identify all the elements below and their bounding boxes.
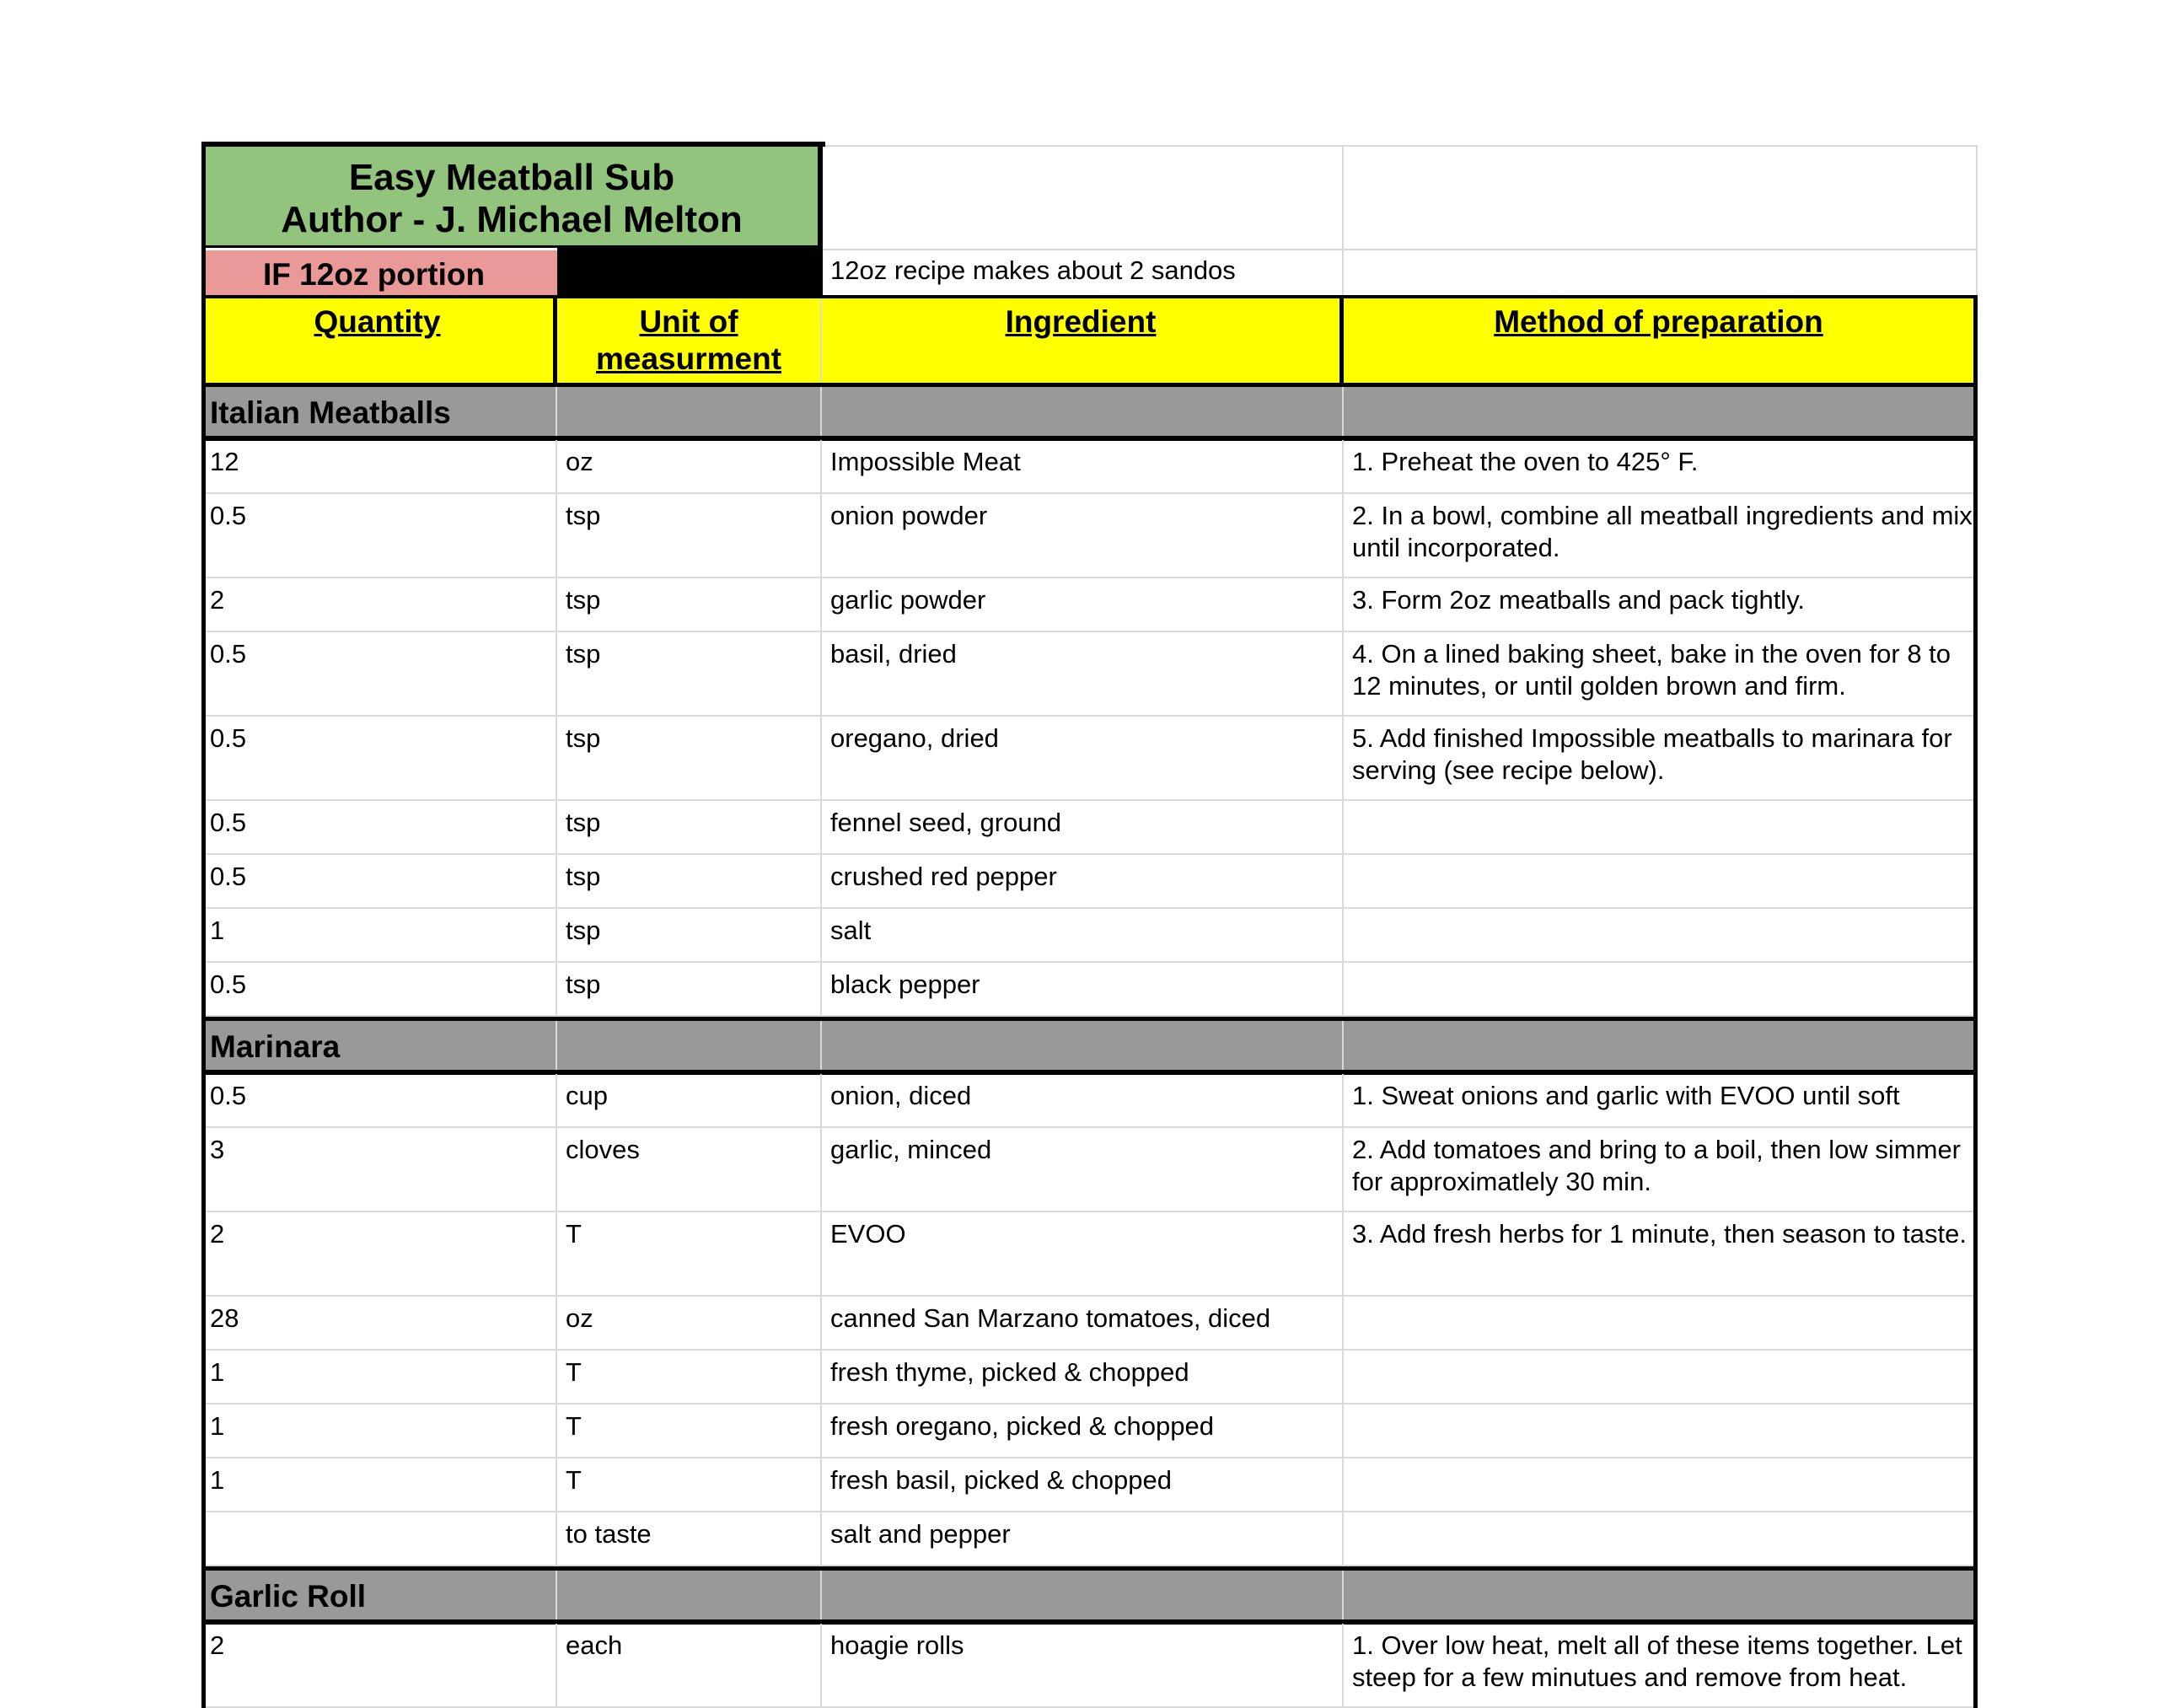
cell-unit: tsp <box>557 578 822 632</box>
cell-unit: tsp <box>557 855 822 909</box>
recipe-sheet <box>201 145 1978 1692</box>
cell-quantity: 0.5 <box>201 963 557 1017</box>
title-line-2: Author - J. Michael Melton <box>281 199 743 240</box>
cell-unit: T <box>557 1212 822 1297</box>
cell-ingredient: salt <box>822 909 1344 963</box>
cell-ingredient: salt and pepper <box>822 1512 1344 1566</box>
cell-ingredient: Impossible Meat <box>822 440 1344 494</box>
cell-method: 5. Add finished Impossible meatballs to marinara for serving (see recipe below). <box>1344 717 1978 801</box>
title-line-1: Easy Meatball Sub <box>348 157 675 198</box>
empty-cell-d1 <box>1344 145 1978 250</box>
section-heading-filler <box>822 1021 1344 1070</box>
right-border <box>1973 295 1978 1708</box>
cell-unit: tsp <box>557 717 822 801</box>
cell-unit: cup <box>557 1074 822 1128</box>
section-heading-filler <box>557 387 822 436</box>
cell-ingredient: canned San Marzano tomatoes, diced <box>822 1297 1344 1351</box>
section-heading: Garlic Roll <box>201 1571 557 1619</box>
cell-quantity: 28 <box>201 1297 557 1351</box>
cell-unit: tsp <box>557 801 822 855</box>
cell-unit: oz <box>557 1297 822 1351</box>
cell-quantity: 0.5 <box>201 632 557 717</box>
column-header-unit: Unit of measurment <box>557 298 822 383</box>
cell-unit: oz <box>557 440 822 494</box>
column-header-method: Method of preparation <box>1344 298 1978 383</box>
cell-quantity: 2 <box>201 1212 557 1297</box>
empty-cell-d2 <box>1344 250 1978 298</box>
cell-method: 1. Sweat onions and garlic with EVOO until soft <box>1344 1074 1978 1128</box>
cell-ingredient: basil, dried <box>822 632 1344 717</box>
cell-method <box>1344 1297 1978 1351</box>
column-header-quantity: Quantity <box>201 298 557 383</box>
empty-cell-c1 <box>822 145 1344 250</box>
cell-method: 2. Add tomatoes and bring to a boil, then low simmer for approximatlely 30 min. <box>1344 1128 1978 1212</box>
section-heading-filler <box>822 1571 1344 1619</box>
cell-unit: T <box>557 1458 822 1512</box>
cell-ingredient: fresh oregano, picked & chopped <box>822 1405 1344 1458</box>
section-heading-filler <box>1344 387 1978 436</box>
cell-quantity: 0.5 <box>201 1074 557 1128</box>
section-heading-filler <box>557 1571 822 1619</box>
section-heading: Marinara <box>201 1021 557 1070</box>
cell-quantity: 2 <box>201 1624 557 1708</box>
cell-method: 1. Preheat the oven to 425° F. <box>1344 440 1978 494</box>
cell-method <box>1344 1405 1978 1458</box>
cell-ingredient: black pepper <box>822 963 1344 1017</box>
section-heading-filler <box>1344 1571 1978 1619</box>
cell-unit: T <box>557 1405 822 1458</box>
cell-method <box>1344 1458 1978 1512</box>
cell-method <box>1344 801 1978 855</box>
cell-quantity: 1 <box>201 1405 557 1458</box>
section-heading-filler <box>1344 1021 1978 1070</box>
cell-ingredient: fennel seed, ground <box>822 801 1344 855</box>
cell-unit: tsp <box>557 909 822 963</box>
cell-ingredient: onion, diced <box>822 1074 1344 1128</box>
cell-ingredient: onion powder <box>822 494 1344 578</box>
cell-method <box>1344 855 1978 909</box>
cell-method: 3. Form 2oz meatballs and pack tightly. <box>1344 578 1978 632</box>
cell-ingredient: oregano, dried <box>822 717 1344 801</box>
cell-unit: cloves <box>557 1128 822 1212</box>
cell-quantity: 1 <box>201 1458 557 1512</box>
cell-method: 2. In a bowl, combine all meatball ingredients and mix until incorporated. <box>1344 494 1978 578</box>
cell-method <box>1344 1512 1978 1566</box>
section-heading-filler <box>822 387 1344 436</box>
left-border <box>201 142 206 1708</box>
cell-ingredient: garlic, minced <box>822 1128 1344 1212</box>
cell-quantity: 0.5 <box>201 855 557 909</box>
cell-quantity: 3 <box>201 1128 557 1212</box>
cell-unit: tsp <box>557 494 822 578</box>
cell-ingredient: fresh thyme, picked & chopped <box>822 1351 1344 1405</box>
recipe-title <box>201 145 822 248</box>
portion-label: IF 12oz portion <box>206 250 561 295</box>
section-heading-filler <box>557 1021 822 1070</box>
black-cell <box>557 248 822 298</box>
column-header-ingredient: Ingredient <box>822 298 1344 383</box>
cell-method: 3. Add fresh herbs for 1 minute, then season to taste. <box>1344 1212 1978 1297</box>
cell-ingredient: fresh basil, picked & chopped <box>822 1458 1344 1512</box>
yield-note: 12oz recipe makes about 2 sandos <box>822 250 1344 298</box>
title-right-border <box>818 142 823 298</box>
section-heading: Italian Meatballs <box>201 387 557 436</box>
cell-quantity: 0.5 <box>201 801 557 855</box>
cell-method <box>1344 1351 1978 1405</box>
cell-method <box>1344 963 1978 1017</box>
cell-quantity: 0.5 <box>201 494 557 578</box>
cell-ingredient: EVOO <box>822 1212 1344 1297</box>
cell-ingredient: crushed red pepper <box>822 855 1344 909</box>
cell-method: 1. Over low heat, melt all of these items together. Let steep for a few minutues and remove from heat. <box>1344 1624 1978 1708</box>
cell-quantity: 0.5 <box>201 717 557 801</box>
cell-quantity: 2 <box>201 578 557 632</box>
cell-method <box>1344 909 1978 963</box>
cell-ingredient: hoagie rolls <box>822 1624 1344 1708</box>
cell-unit: tsp <box>557 632 822 717</box>
cell-unit: each <box>557 1624 822 1708</box>
cell-method: 4. On a lined baking sheet, bake in the oven for 8 to 12 minutes, or until golden brown and firm. <box>1344 632 1978 717</box>
cell-quantity: 1 <box>201 909 557 963</box>
cell-quantity: 1 <box>201 1351 557 1405</box>
cell-ingredient: garlic powder <box>822 578 1344 632</box>
cell-quantity <box>201 1512 557 1566</box>
cell-quantity: 12 <box>201 440 557 494</box>
title-top-border <box>201 142 825 147</box>
cell-unit: to taste <box>557 1512 822 1566</box>
cell-unit: tsp <box>557 963 822 1017</box>
cell-unit: T <box>557 1351 822 1405</box>
